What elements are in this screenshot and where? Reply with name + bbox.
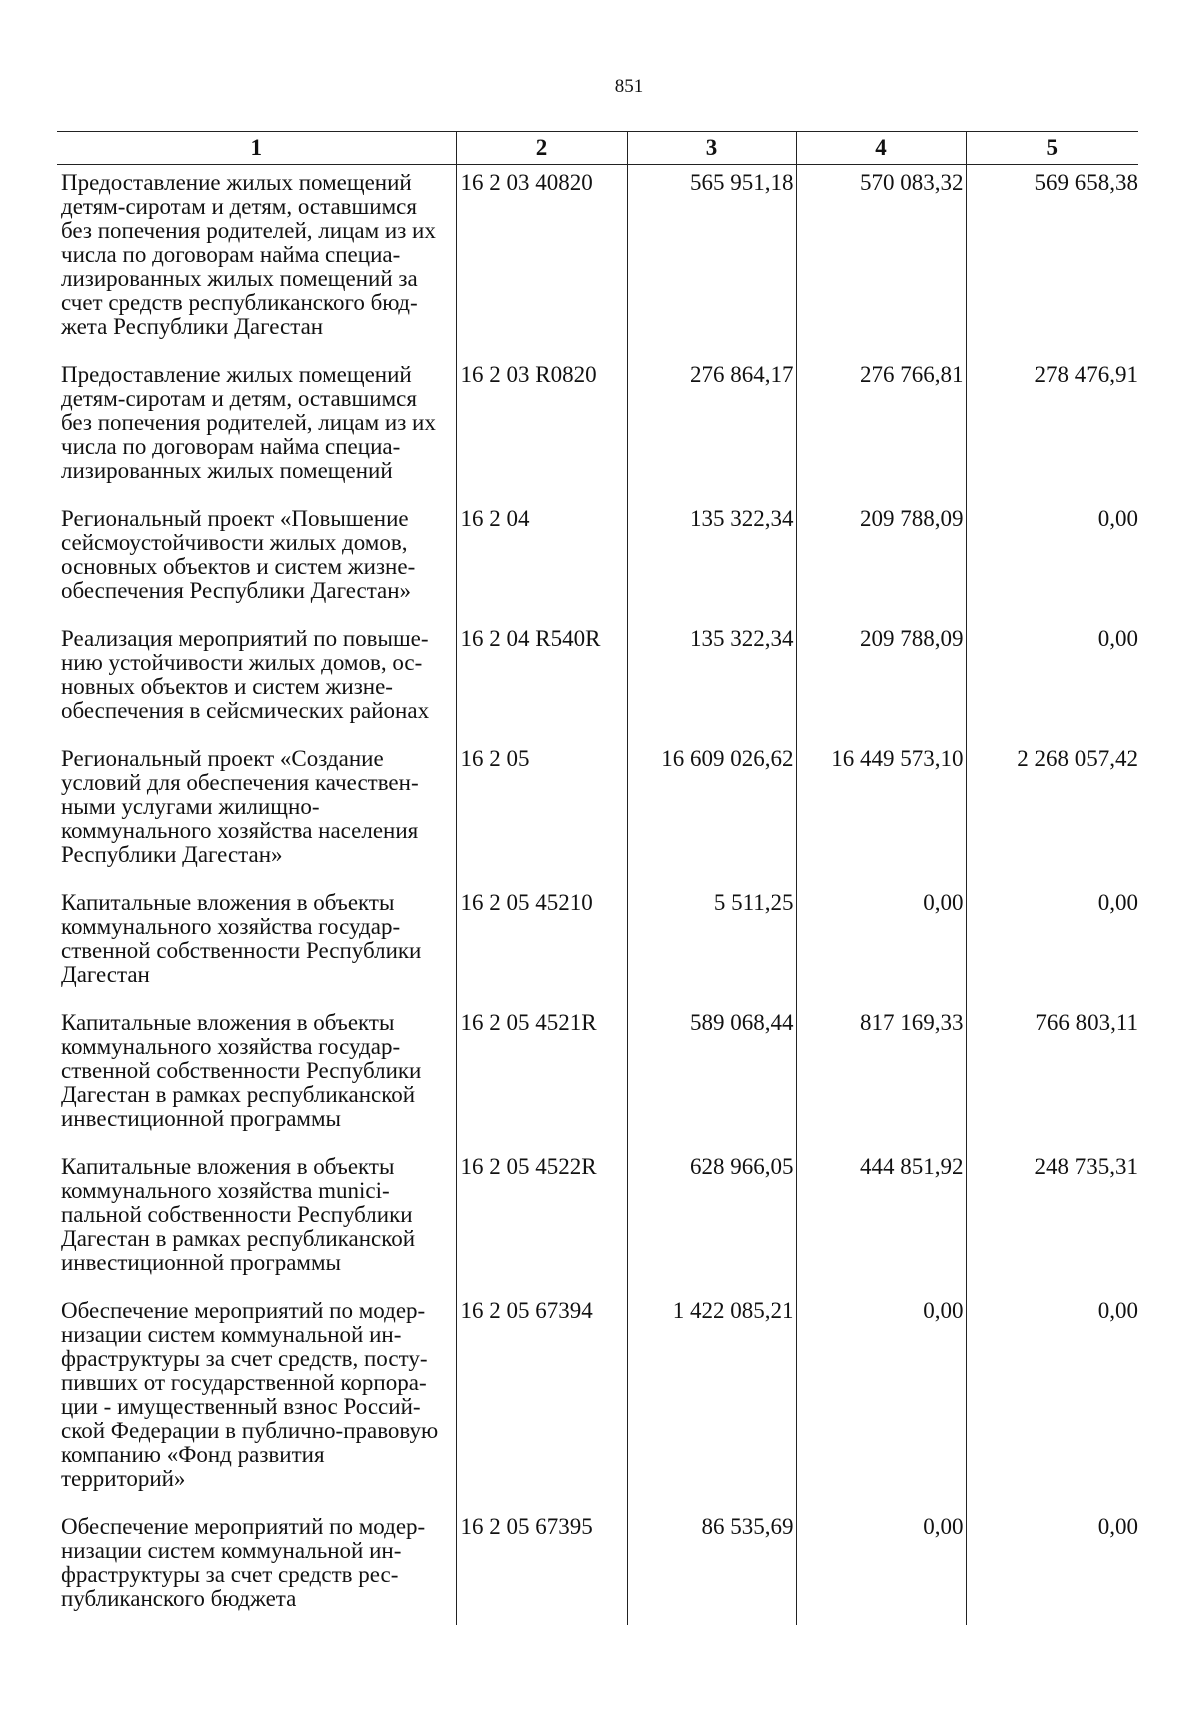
row-value-col3: 565 951,18 — [627, 165, 796, 358]
row-name: Капитальные вложения в объекты коммунального хозяйства государ-ственной собственности Республики Дагестан в рамках республиканской инвестиционной программы — [61, 1010, 422, 1131]
row-value-col4: 817 169,33 — [796, 1005, 966, 1149]
header-col-5: 5 — [966, 132, 1138, 165]
row-value-col4: 0,00 — [796, 885, 966, 1005]
row-value-col3: 628 966,05 — [627, 1149, 796, 1293]
page-number: 851 — [614, 76, 644, 97]
row-value-col5: 766 803,11 — [966, 1005, 1138, 1149]
row-code: 16 2 03 40820 — [456, 165, 627, 358]
row-name: Капитальные вложения в объекты коммунального хозяйства государ-ственной собственности Республики Дагестан — [61, 890, 422, 987]
row-name: Предоставление жилых помещений детям-сиротам и детям, оставшимся без попечения родителей, лицам из их числа по договорам найма специа-лизированных жилых помещений за счет средств республиканского бюд-жета Республики Дагестан — [61, 170, 436, 339]
row-value-col5: 0,00 — [966, 1293, 1138, 1509]
table-row — [57, 501, 1138, 621]
table-row — [57, 621, 1138, 741]
header-col-1: 1 — [57, 132, 456, 165]
table-row — [57, 165, 1138, 358]
row-name: Капитальные вложения в объекты коммунального хозяйства munici-пальной собственности Республики Дагестан в рамках республиканской инвестиционной программы — [61, 1154, 416, 1275]
row-code: 16 2 05 45210 — [456, 885, 627, 1005]
row-value-col5: 0,00 — [966, 501, 1138, 621]
header-col-2: 2 — [456, 132, 627, 165]
table-row — [57, 1509, 1138, 1625]
row-code: 16 2 04 R540R — [456, 621, 627, 741]
row-value-col4: 0,00 — [796, 1293, 966, 1509]
table-row — [57, 741, 1138, 885]
row-value-col3: 276 864,17 — [627, 357, 796, 501]
row-code: 16 2 03 R0820 — [456, 357, 627, 501]
row-name: Региональный проект «Создание условий для обеспечения качествен-ными услугами жилищно-коммунального хозяйства населения Республики Дагестан» — [61, 746, 419, 867]
table-row — [57, 357, 1138, 501]
row-value-col5: 2 268 057,42 — [966, 741, 1138, 885]
header-col-3: 3 — [627, 132, 796, 165]
row-name: Реализация мероприятий по повыше-нию устойчивости жилых домов, ос-новных объектов и систем жизне-обеспечения в сейсмических районах — [61, 626, 430, 723]
row-value-col3: 135 322,34 — [627, 621, 796, 741]
header-col-4: 4 — [796, 132, 966, 165]
row-value-col4: 0,00 — [796, 1509, 966, 1625]
row-value-col4: 444 851,92 — [796, 1149, 966, 1293]
row-name: Обеспечение мероприятий по модер-низации систем коммунальной ин-фраструктуры за счет средств, посту-пивших от государственной корпора-ции - имущественный взнос Россий-ской Федерации в публично-правовую компанию «Фонд развития территорий» — [61, 1298, 439, 1491]
row-value-col4: 276 766,81 — [796, 357, 966, 501]
row-value-col3: 589 068,44 — [627, 1005, 796, 1149]
table-row — [57, 1149, 1138, 1293]
row-value-col5: 569 658,38 — [966, 165, 1138, 358]
row-value-col3: 86 535,69 — [627, 1509, 796, 1625]
row-name: Региональный проект «Повышение сейсмоустойчивости жилых домов, основных объектов и систем жизне-обеспечения Республики Дагестан» — [61, 506, 416, 603]
row-value-col4: 209 788,09 — [796, 621, 966, 741]
table-row — [57, 885, 1138, 1005]
row-value-col5: 248 735,31 — [966, 1149, 1138, 1293]
budget-table — [57, 131, 1138, 1625]
row-value-col3: 16 609 026,62 — [627, 741, 796, 885]
row-value-col5: 278 476,91 — [966, 357, 1138, 501]
row-value-col3: 135 322,34 — [627, 501, 796, 621]
row-value-col4: 570 083,32 — [796, 165, 966, 358]
header-row — [57, 132, 1138, 165]
row-value-col3: 5 511,25 — [627, 885, 796, 1005]
row-value-col3: 1 422 085,21 — [627, 1293, 796, 1509]
table-row — [57, 1005, 1138, 1149]
row-name: Обеспечение мероприятий по модер-низации систем коммунальной ин-фраструктуры за счет средств рес-публиканского бюджета — [61, 1514, 426, 1611]
row-code: 16 2 04 — [456, 501, 627, 621]
row-value-col5: 0,00 — [966, 1509, 1138, 1625]
row-name: Предоставление жилых помещений детям-сиротам и детям, оставшимся без попечения родителей, лицам из их числа по договорам найма специа-лизированных жилых помещений — [61, 362, 436, 483]
row-value-col5: 0,00 — [966, 621, 1138, 741]
table-row — [57, 1293, 1138, 1509]
row-code: 16 2 05 67395 — [456, 1509, 627, 1625]
row-value-col4: 209 788,09 — [796, 501, 966, 621]
row-code: 16 2 05 4522R — [456, 1149, 627, 1293]
row-code: 16 2 05 67394 — [456, 1293, 627, 1509]
row-value-col4: 16 449 573,10 — [796, 741, 966, 885]
row-code: 16 2 05 — [456, 741, 627, 885]
row-code: 16 2 05 4521R — [456, 1005, 627, 1149]
row-value-col5: 0,00 — [966, 885, 1138, 1005]
